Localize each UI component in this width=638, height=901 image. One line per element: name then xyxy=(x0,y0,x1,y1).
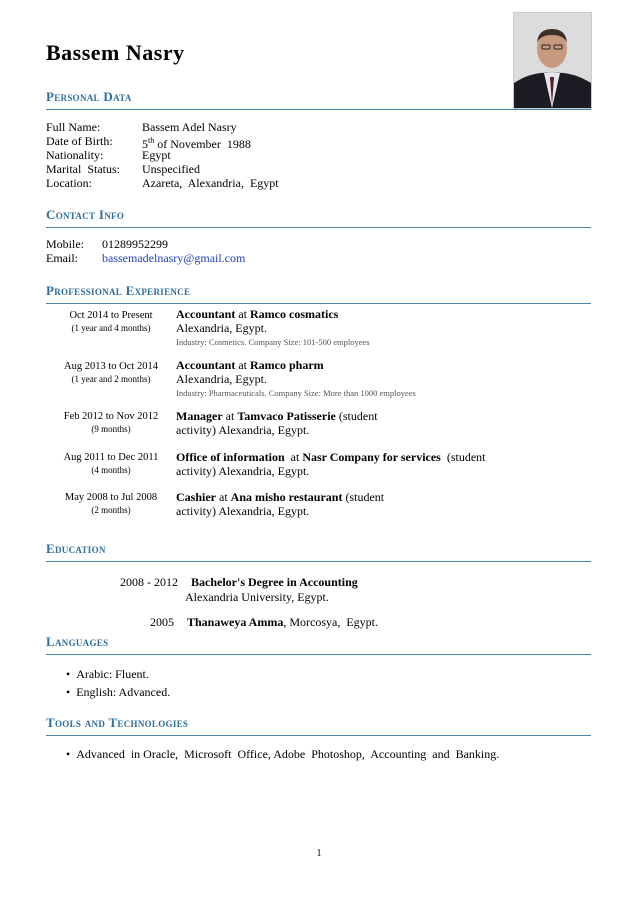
job-dates xyxy=(46,410,176,436)
job-location: activity) Alexandria, Egypt. xyxy=(176,464,310,478)
job-title-line xyxy=(176,450,486,464)
page-number: 1 xyxy=(316,848,322,859)
job-at: at xyxy=(235,358,251,372)
divider xyxy=(46,561,591,562)
job-note: (student xyxy=(342,490,385,504)
job-title: Cashier xyxy=(176,490,216,504)
job-title: Accountant xyxy=(176,307,236,321)
job-title: Accountant xyxy=(176,358,236,372)
location-label: Location: xyxy=(46,176,92,190)
divider xyxy=(46,109,591,110)
education-degree: Thanaweya Amma xyxy=(187,615,284,629)
full-name-value: Bassem Adel Nasry xyxy=(142,120,237,134)
mobile-value: 01289952299 xyxy=(102,237,168,251)
marital-label: Marital Status: xyxy=(46,162,120,176)
section-personal-data: Personal Data xyxy=(46,89,132,104)
section-contact-info: Contact Info xyxy=(46,207,125,222)
education-degree-line xyxy=(187,615,378,629)
section-tools-technologies: Tools and Technologies xyxy=(46,715,189,730)
job-date-range: Aug 2011 to Dec 2011 xyxy=(63,452,159,463)
job-title-line xyxy=(176,490,384,504)
candidate-name: Bassem Nasry xyxy=(46,40,185,65)
mobile-label: Mobile: xyxy=(46,237,84,251)
job-title-line xyxy=(176,358,324,372)
job-at: at xyxy=(222,409,238,423)
job-location: Alexandria, Egypt. xyxy=(176,372,267,386)
job-company: Ramco pharm xyxy=(250,358,324,372)
job-at: at xyxy=(216,490,231,504)
job-title: Manager xyxy=(176,409,223,423)
email-label: Email: xyxy=(46,251,78,265)
job-duration: (1 year and 2 months) xyxy=(71,374,151,384)
nationality-value: Egypt xyxy=(142,148,171,162)
job-company: Nasr Company for services xyxy=(302,450,441,464)
language-english: English: Advanced. xyxy=(76,685,171,699)
job-industry: Industry: Cosmetics. Company Size: 101-500 employees xyxy=(176,337,370,347)
divider xyxy=(46,735,591,736)
divider xyxy=(46,654,591,655)
job-location: activity) Alexandria, Egypt. xyxy=(176,504,310,518)
job-title-line xyxy=(176,307,338,321)
job-note: (student xyxy=(440,450,486,464)
job-note: (student xyxy=(335,409,378,423)
job-dates xyxy=(46,491,176,517)
full-name-label: Full Name: xyxy=(46,120,101,134)
dob-day: 5 xyxy=(142,137,148,151)
job-location: Alexandria, Egypt. xyxy=(176,321,267,335)
job-location: activity) Alexandria, Egypt. xyxy=(176,423,310,437)
marital-value: Unspecified xyxy=(142,162,200,176)
list-item: • Advanced in Oracle, Microsoft Office, Adobe Photoshop, Accounting and Banking. xyxy=(66,747,500,761)
job-dates xyxy=(46,451,176,477)
job-duration: (1 year and 4 months) xyxy=(71,323,151,333)
job-industry: Industry: Pharmaceuticals. Company Size: More than 1000 employees xyxy=(176,388,416,398)
job-dates xyxy=(46,309,176,335)
list-item: • Arabic: Fluent. xyxy=(66,667,149,681)
section-professional-experience: Professional Experience xyxy=(46,283,191,298)
dob-label: Date of Birth: xyxy=(46,134,113,148)
portrait-image xyxy=(514,13,591,108)
job-title: Office of information xyxy=(176,450,285,464)
divider xyxy=(46,227,591,228)
education-degree: Bachelor's Degree in Accounting xyxy=(191,575,358,589)
tools-description: Advanced in Oracle, Microsoft Office, Adobe Photoshop, Accounting and Banking. xyxy=(76,747,500,761)
job-date-range: May 2008 to Jul 2008 xyxy=(64,492,158,503)
job-company: Tamvaco Patisserie xyxy=(237,409,336,423)
education-institution: Alexandria University, Egypt. xyxy=(185,590,329,604)
nationality-label: Nationality: xyxy=(46,148,104,162)
education-years: 2005 xyxy=(150,615,174,629)
job-duration: (4 months) xyxy=(91,465,131,475)
job-date-range: Oct 2014 to Present xyxy=(69,310,153,321)
education-years: 2008 - 2012 xyxy=(120,575,178,589)
dob-ordinal: th xyxy=(148,136,155,145)
dob-month-year: of November 1988 xyxy=(154,137,251,151)
job-date-range: Feb 2012 to Nov 2012 xyxy=(63,411,159,422)
divider xyxy=(46,303,591,304)
job-at: at xyxy=(235,307,251,321)
profile-photo xyxy=(513,12,592,109)
job-at: at xyxy=(284,450,303,464)
section-education: Education xyxy=(46,541,106,556)
language-arabic: Arabic: Fluent. xyxy=(76,667,149,681)
location-value: Azareta, Alexandria, Egypt xyxy=(142,176,279,190)
job-company: Ana misho restaurant xyxy=(230,490,343,504)
job-company: Ramco cosmatics xyxy=(250,307,339,321)
job-duration: (9 months) xyxy=(91,424,131,434)
job-title-line xyxy=(176,409,378,423)
email-link[interactable]: bassemadelnasry@gmail.com xyxy=(102,251,246,265)
job-duration: (2 months) xyxy=(91,505,131,515)
education-location: , Morcosya, Egypt. xyxy=(283,615,378,629)
job-dates xyxy=(46,360,176,386)
job-date-range: Aug 2013 to Oct 2014 xyxy=(64,361,158,372)
list-item: • English: Advanced. xyxy=(66,685,171,699)
section-languages: Languages xyxy=(46,634,109,649)
